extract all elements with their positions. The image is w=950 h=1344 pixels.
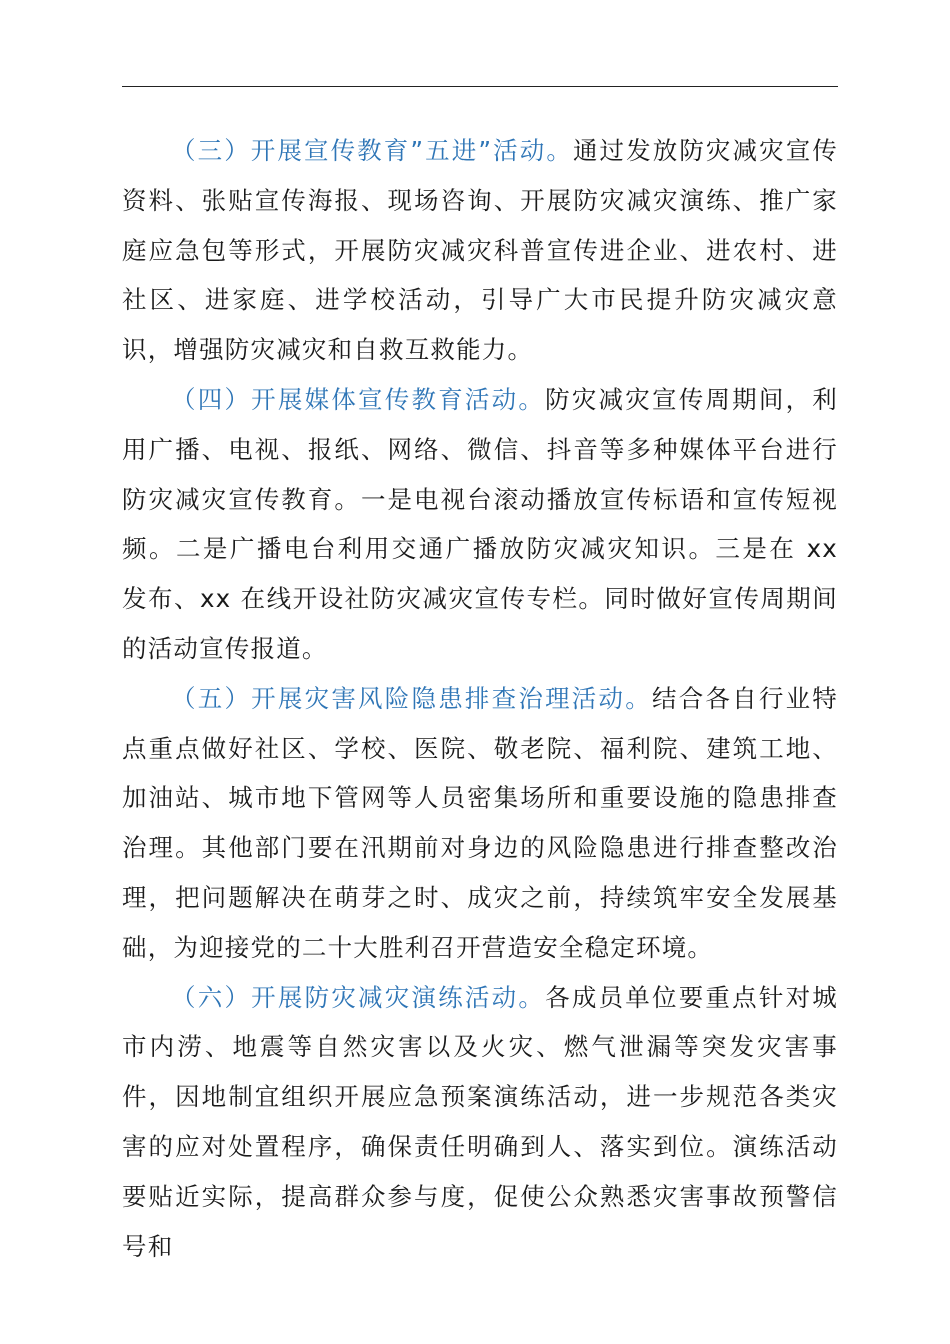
paragraph-text-4: 防灾减灾宣传周期间，利用广播、电视、报纸、网络、微信、抖音等多种媒体平台进行防灾减灾宣传教育。一是电视台滚动播放宣传标语和宣传短视频。二是广播电台利用交通广播放防灾减灾知识。三是在 xx 发布、xx 在线开设社防灾减灾宣传专栏。同时做好宣传周期间的活动宣传报道。 bbox=[122, 384, 838, 663]
section-heading-6: （六）开展防灾减灾演练活动。 bbox=[171, 982, 546, 1012]
paragraph-hazard-inspection bbox=[122, 674, 838, 973]
document-body bbox=[122, 126, 838, 1271]
paragraph-text-5: 结合各自行业特点重点做好社区、学校、医院、敬老院、福利院、建筑工地、加油站、城市地下管网等人员密集场所和重要设施的隐患排查治理。其他部门要在汛期前对身边的风险隐患进行排查整改治理，把问题解决在萌芽之时、成灾之前，持续筑牢安全发展基础，为迎接党的二十大胜利召开营造安全稳定环境。 bbox=[122, 683, 838, 962]
paragraph-drill-activities bbox=[122, 973, 838, 1272]
section-heading-4: （四）开展媒体宣传教育活动。 bbox=[171, 384, 546, 414]
paragraph-text-3: 通过发放防灾减灾宣传资料、张贴宣传海报、现场咨询、开展防灾减灾演练、推广家庭应急包等形式，开展防灾减灾科普宣传进企业、进农村、进社区、进家庭、进学校活动，引导广大市民提升防灾减灾意识，增强防灾减灾和自救互救能力。 bbox=[122, 136, 839, 365]
section-heading-3: （三）开展宣传教育”五进”活动。 bbox=[171, 136, 573, 165]
paragraph-text-6: 各成员单位要重点针对城市内涝、地震等自然灾害以及火灾、燃气泄漏等突发灾害事件，因地制宜组织开展应急预案演练活动，进一步规范各类灾害的应对处置程序，确保责任明确到人、落实到位。演练活动要贴近实际，提高群众参与度，促使公众熟悉灾害事故预警信号和 bbox=[122, 982, 838, 1261]
header-rule bbox=[122, 86, 838, 87]
paragraph-media-publicity bbox=[122, 375, 838, 674]
paragraph-publicity-five-entries bbox=[122, 126, 838, 375]
section-heading-5: （五）开展灾害风险隐患排查治理活动。 bbox=[171, 683, 652, 713]
